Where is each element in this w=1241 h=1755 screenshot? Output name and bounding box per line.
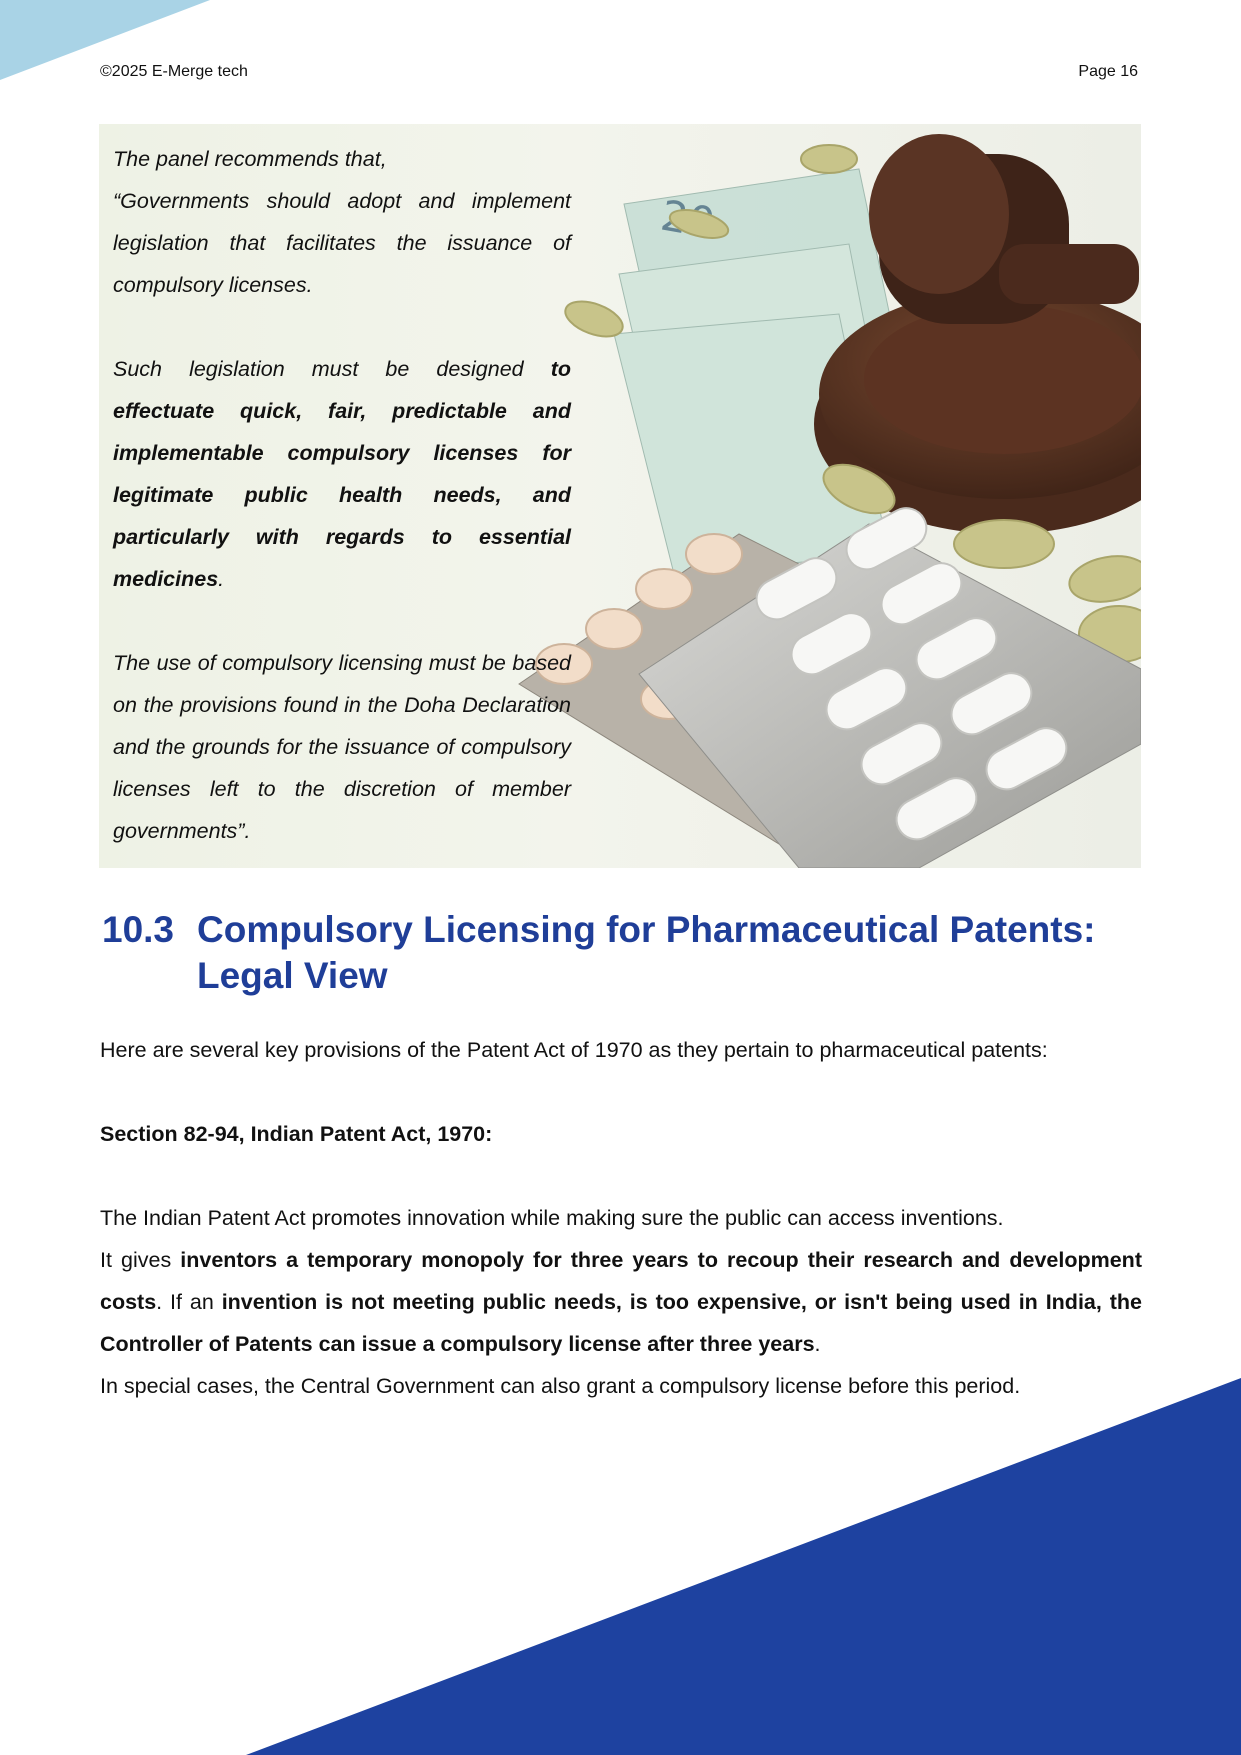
- page-number: Page 16: [1078, 63, 1138, 80]
- quote-paragraph-3: The use of compulsory licensing must be based on the provisions found in the Doha Declaration and the grounds for the issuance of compulsory licenses left to the discretion of member governments”.: [113, 651, 571, 843]
- body-text: [100, 1029, 1142, 1407]
- quote-paragraph-2: Such legislation must be designed to effectuate quick, fair, predictable and implementable compulsory licenses for legitimate public health needs, and particularly with regards to essential medicines.: [113, 357, 571, 591]
- section-title: Compulsory Licensing for Pharmaceutical Patents: Legal View: [197, 909, 1096, 996]
- body-paragraph-1: The Indian Patent Act promotes innovation while making sure the public can access inventions.: [100, 1206, 1004, 1230]
- quote-paragraph-1: “Governments should adopt and implement legislation that facilitates the issuance of compulsory licenses.: [113, 189, 571, 297]
- body-subheading: Section 82-94, Indian Patent Act, 1970:: [100, 1122, 493, 1146]
- quote-emphasis: to effectuate quick, fair, predictable and implementable compulsory licenses for legitimate public health needs, and particularly with regards to essential medicines: [113, 357, 571, 591]
- section-number: 10.3: [102, 909, 175, 950]
- copyright-notice: ©2025 E-Merge tech: [100, 63, 248, 80]
- quote-text: [113, 138, 571, 852]
- quote-intro: The panel recommends that,: [113, 147, 387, 171]
- body-paragraph-2: It gives inventors a temporary monopoly for three years to recoup their research and development costs. If an invention is not meeting public needs, is too expensive, or isn't being used in India, the Controller of Patents can issue a compulsory license after three years.: [100, 1248, 1142, 1356]
- body-intro: Here are several key provisions of the Patent Act of 1970 as they pertain to pharmaceutical patents:: [100, 1038, 1048, 1062]
- quote-panel: [99, 124, 1141, 868]
- body-paragraph-3: In special cases, the Central Government can also grant a compulsory license before this period.: [100, 1374, 1021, 1398]
